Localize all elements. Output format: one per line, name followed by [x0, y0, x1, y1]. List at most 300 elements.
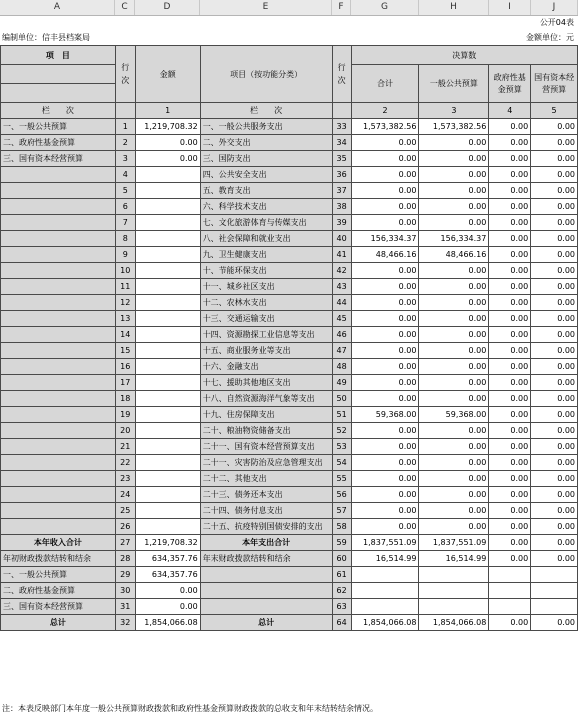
- state-capital-amount[interactable]: 0.00: [531, 503, 578, 519]
- state-capital-amount[interactable]: 0.00: [531, 551, 578, 567]
- state-capital-amount[interactable]: 0.00: [531, 215, 578, 231]
- expense-item[interactable]: 十九、住房保障支出: [200, 407, 332, 423]
- general-amount[interactable]: 0.00: [419, 471, 489, 487]
- income-amount[interactable]: [135, 183, 200, 199]
- general-amount[interactable]: 0.00: [419, 263, 489, 279]
- total-amount[interactable]: 0.00: [351, 215, 419, 231]
- income-item[interactable]: [1, 327, 116, 343]
- expense-row-no[interactable]: 58: [332, 519, 351, 535]
- income-amount[interactable]: [135, 247, 200, 263]
- total-amount[interactable]: 48,466.16: [351, 247, 419, 263]
- income-row-no[interactable]: 32: [115, 615, 135, 631]
- total-amount[interactable]: 1,573,382.56: [351, 119, 419, 135]
- income-row-no[interactable]: 10: [115, 263, 135, 279]
- expense-row-no[interactable]: 49: [332, 375, 351, 391]
- expense-row-no[interactable]: 43: [332, 279, 351, 295]
- expense-item[interactable]: [200, 599, 332, 615]
- column-header-d[interactable]: D: [135, 0, 200, 15]
- expense-item[interactable]: 十七、援助其他地区支出: [200, 375, 332, 391]
- income-amount[interactable]: [135, 359, 200, 375]
- income-item[interactable]: [1, 167, 116, 183]
- expense-item[interactable]: 十二、农林水支出: [200, 295, 332, 311]
- income-amount[interactable]: 1,854,066.08: [135, 615, 200, 631]
- income-amount[interactable]: 1,219,708.32: [135, 535, 200, 551]
- income-item[interactable]: [1, 247, 116, 263]
- income-row-no[interactable]: 19: [115, 407, 135, 423]
- gov-fund-amount[interactable]: 0.00: [489, 439, 531, 455]
- expense-row-no[interactable]: 42: [332, 263, 351, 279]
- total-amount[interactable]: 1,837,551.09: [351, 535, 419, 551]
- expense-row-no[interactable]: 48: [332, 359, 351, 375]
- expense-row-no[interactable]: 63: [332, 599, 351, 615]
- total-amount[interactable]: 0.00: [351, 439, 419, 455]
- general-amount[interactable]: 0.00: [419, 439, 489, 455]
- expense-item[interactable]: 二十二、其他支出: [200, 471, 332, 487]
- expense-row-no[interactable]: 36: [332, 167, 351, 183]
- state-capital-amount[interactable]: 0.00: [531, 487, 578, 503]
- gov-fund-amount[interactable]: 0.00: [489, 199, 531, 215]
- income-amount[interactable]: [135, 327, 200, 343]
- income-item[interactable]: [1, 391, 116, 407]
- general-amount[interactable]: 48,466.16: [419, 247, 489, 263]
- income-row-no[interactable]: 28: [115, 551, 135, 567]
- income-item[interactable]: [1, 183, 116, 199]
- expense-item[interactable]: 二、外交支出: [200, 135, 332, 151]
- expense-row-no[interactable]: 33: [332, 119, 351, 135]
- total-amount[interactable]: 0.00: [351, 135, 419, 151]
- income-item[interactable]: [1, 375, 116, 391]
- gov-fund-amount[interactable]: [489, 583, 531, 599]
- gov-fund-amount[interactable]: 0.00: [489, 167, 531, 183]
- total-amount[interactable]: 0.00: [351, 183, 419, 199]
- expense-row-no[interactable]: 51: [332, 407, 351, 423]
- expense-row-no[interactable]: 47: [332, 343, 351, 359]
- expense-item[interactable]: 总计: [200, 615, 332, 631]
- income-row-no[interactable]: 20: [115, 423, 135, 439]
- income-row-no[interactable]: 9: [115, 247, 135, 263]
- general-amount[interactable]: 0.00: [419, 311, 489, 327]
- income-row-no[interactable]: 2: [115, 135, 135, 151]
- general-amount[interactable]: 0.00: [419, 295, 489, 311]
- expense-item[interactable]: [200, 567, 332, 583]
- gov-fund-amount[interactable]: 0.00: [489, 423, 531, 439]
- expense-row-no[interactable]: 61: [332, 567, 351, 583]
- expense-item[interactable]: 六、科学技术支出: [200, 199, 332, 215]
- general-amount[interactable]: 0.00: [419, 167, 489, 183]
- gov-fund-amount[interactable]: 0.00: [489, 551, 531, 567]
- income-amount[interactable]: [135, 167, 200, 183]
- income-row-no[interactable]: 18: [115, 391, 135, 407]
- income-item[interactable]: [1, 231, 116, 247]
- expense-row-no[interactable]: 35: [332, 151, 351, 167]
- expense-item[interactable]: 十八、自然资源海洋气象等支出: [200, 391, 332, 407]
- income-item[interactable]: [1, 263, 116, 279]
- state-capital-amount[interactable]: 0.00: [531, 327, 578, 343]
- total-amount[interactable]: 0.00: [351, 423, 419, 439]
- table-row: [1, 215, 578, 231]
- expense-row-no[interactable]: 62: [332, 583, 351, 599]
- income-item[interactable]: [1, 471, 116, 487]
- income-row-no[interactable]: 22: [115, 455, 135, 471]
- state-capital-amount[interactable]: [531, 599, 578, 615]
- expense-row-no[interactable]: 56: [332, 487, 351, 503]
- general-amount[interactable]: 0.00: [419, 279, 489, 295]
- total-amount[interactable]: 0.00: [351, 503, 419, 519]
- income-row-no[interactable]: 24: [115, 487, 135, 503]
- gov-fund-amount[interactable]: 0.00: [489, 471, 531, 487]
- income-amount[interactable]: [135, 375, 200, 391]
- general-amount[interactable]: 1,837,551.09: [419, 535, 489, 551]
- gov-fund-amount[interactable]: 0.00: [489, 151, 531, 167]
- general-amount[interactable]: 1,573,382.56: [419, 119, 489, 135]
- income-amount[interactable]: 1,219,708.32: [135, 119, 200, 135]
- general-amount[interactable]: [419, 567, 489, 583]
- state-capital-amount[interactable]: 0.00: [531, 407, 578, 423]
- income-amount[interactable]: [135, 263, 200, 279]
- gov-fund-amount[interactable]: 0.00: [489, 343, 531, 359]
- general-amount[interactable]: 0.00: [419, 199, 489, 215]
- table-row: [1, 551, 578, 567]
- general-amount[interactable]: 0.00: [419, 503, 489, 519]
- total-amount[interactable]: 0.00: [351, 487, 419, 503]
- state-capital-amount[interactable]: 0.00: [531, 343, 578, 359]
- income-row-no[interactable]: 31: [115, 599, 135, 615]
- income-item[interactable]: [1, 519, 116, 535]
- income-item[interactable]: [1, 503, 116, 519]
- gov-fund-amount[interactable]: 0.00: [489, 295, 531, 311]
- state-capital-amount[interactable]: 0.00: [531, 199, 578, 215]
- general-amount[interactable]: 59,368.00: [419, 407, 489, 423]
- expense-row-no[interactable]: 39: [332, 215, 351, 231]
- income-row-no[interactable]: 12: [115, 295, 135, 311]
- state-capital-amount[interactable]: 0.00: [531, 311, 578, 327]
- state-capital-amount[interactable]: 0.00: [531, 391, 578, 407]
- total-amount[interactable]: 0.00: [351, 519, 419, 535]
- column-header-a[interactable]: A: [0, 0, 115, 15]
- expense-row-no[interactable]: 34: [332, 135, 351, 151]
- state-capital-amount[interactable]: 0.00: [531, 279, 578, 295]
- income-item[interactable]: [1, 407, 116, 423]
- state-capital-amount[interactable]: [531, 567, 578, 583]
- general-amount[interactable]: [419, 583, 489, 599]
- state-capital-amount[interactable]: 0.00: [531, 359, 578, 375]
- income-item[interactable]: [1, 423, 116, 439]
- general-amount[interactable]: 0.00: [419, 151, 489, 167]
- general-amount[interactable]: 0.00: [419, 135, 489, 151]
- total-amount[interactable]: 16,514.99: [351, 551, 419, 567]
- gov-fund-amount[interactable]: 0.00: [489, 487, 531, 503]
- income-amount[interactable]: [135, 503, 200, 519]
- expense-item[interactable]: 年末财政拨款结转和结余: [200, 551, 332, 567]
- state-capital-amount[interactable]: 0.00: [531, 263, 578, 279]
- income-row-no[interactable]: 3: [115, 151, 135, 167]
- expense-item[interactable]: 五、教育支出: [200, 183, 332, 199]
- gov-fund-amount[interactable]: [489, 567, 531, 583]
- column-header-c[interactable]: C: [115, 0, 135, 15]
- total-amount[interactable]: 59,368.00: [351, 407, 419, 423]
- income-amount[interactable]: 0.00: [135, 151, 200, 167]
- expense-row-no[interactable]: 64: [332, 615, 351, 631]
- expense-row-no[interactable]: 41: [332, 247, 351, 263]
- general-amount[interactable]: 0.00: [419, 359, 489, 375]
- income-row-no[interactable]: 15: [115, 343, 135, 359]
- income-amount[interactable]: [135, 199, 200, 215]
- state-capital-amount[interactable]: 0.00: [531, 135, 578, 151]
- income-item[interactable]: [1, 279, 116, 295]
- income-row-no[interactable]: 21: [115, 439, 135, 455]
- column-header-g[interactable]: G: [351, 0, 419, 15]
- income-amount[interactable]: [135, 455, 200, 471]
- income-row-no[interactable]: 25: [115, 503, 135, 519]
- income-row-no[interactable]: 5: [115, 183, 135, 199]
- expense-item[interactable]: 本年支出合计: [200, 535, 332, 551]
- expense-row-no[interactable]: 54: [332, 455, 351, 471]
- gov-fund-amount[interactable]: 0.00: [489, 247, 531, 263]
- gov-fund-amount[interactable]: 0.00: [489, 279, 531, 295]
- expense-item[interactable]: 四、公共安全支出: [200, 167, 332, 183]
- total-amount[interactable]: 0.00: [351, 295, 419, 311]
- expense-row-no[interactable]: 44: [332, 295, 351, 311]
- total-amount[interactable]: [351, 583, 419, 599]
- income-amount[interactable]: 0.00: [135, 135, 200, 151]
- state-capital-amount[interactable]: 0.00: [531, 295, 578, 311]
- total-amount[interactable]: 0.00: [351, 151, 419, 167]
- expense-item[interactable]: 二十一、国有资本经营预算支出: [200, 439, 332, 455]
- expense-item[interactable]: 八、社会保障和就业支出: [200, 231, 332, 247]
- gov-fund-amount[interactable]: 0.00: [489, 327, 531, 343]
- income-item[interactable]: 三、国有资本经营预算: [1, 151, 116, 167]
- income-row-no[interactable]: 17: [115, 375, 135, 391]
- total-amount[interactable]: 0.00: [351, 327, 419, 343]
- total-amount[interactable]: [351, 599, 419, 615]
- income-amount[interactable]: 0.00: [135, 599, 200, 615]
- state-capital-amount[interactable]: 0.00: [531, 119, 578, 135]
- general-amount[interactable]: 16,514.99: [419, 551, 489, 567]
- income-row-no[interactable]: 11: [115, 279, 135, 295]
- column-header-h[interactable]: H: [419, 0, 489, 15]
- income-item[interactable]: [1, 311, 116, 327]
- expense-row-no[interactable]: 40: [332, 231, 351, 247]
- expense-row-no[interactable]: 50: [332, 391, 351, 407]
- income-amount[interactable]: [135, 391, 200, 407]
- gov-fund-amount[interactable]: 0.00: [489, 119, 531, 135]
- expense-item[interactable]: 二十一、灾害防治及应急管理支出: [200, 455, 332, 471]
- gov-fund-amount[interactable]: 0.00: [489, 455, 531, 471]
- income-amount[interactable]: [135, 231, 200, 247]
- expense-item[interactable]: 三、国防支出: [200, 151, 332, 167]
- column-header-j[interactable]: J: [531, 0, 578, 15]
- expense-row-no[interactable]: 46: [332, 327, 351, 343]
- expense-row-no[interactable]: 53: [332, 439, 351, 455]
- income-item[interactable]: 本年收入合计: [1, 535, 116, 551]
- income-item[interactable]: [1, 439, 116, 455]
- income-item[interactable]: 一、一般公共预算: [1, 119, 116, 135]
- state-capital-amount[interactable]: 0.00: [531, 439, 578, 455]
- expense-row-no[interactable]: 55: [332, 471, 351, 487]
- income-row-no[interactable]: 14: [115, 327, 135, 343]
- total-amount[interactable]: 156,334.37: [351, 231, 419, 247]
- gov-fund-amount[interactable]: [489, 599, 531, 615]
- gov-fund-amount[interactable]: 0.00: [489, 391, 531, 407]
- general-amount[interactable]: 1,854,066.08: [419, 615, 489, 631]
- total-amount[interactable]: 0.00: [351, 471, 419, 487]
- total-amount[interactable]: 0.00: [351, 359, 419, 375]
- expense-item[interactable]: 一、一般公共服务支出: [200, 119, 332, 135]
- state-capital-amount[interactable]: 0.00: [531, 247, 578, 263]
- income-item[interactable]: [1, 487, 116, 503]
- expense-item[interactable]: 二十、粮油物资储备支出: [200, 423, 332, 439]
- state-capital-amount[interactable]: 0.00: [531, 183, 578, 199]
- income-item[interactable]: 二、政府性基金预算: [1, 583, 116, 599]
- income-item[interactable]: [1, 359, 116, 375]
- income-row-no[interactable]: 8: [115, 231, 135, 247]
- general-amount[interactable]: 0.00: [419, 375, 489, 391]
- general-amount[interactable]: 0.00: [419, 423, 489, 439]
- state-capital-amount[interactable]: [531, 583, 578, 599]
- state-capital-amount[interactable]: 0.00: [531, 151, 578, 167]
- total-amount[interactable]: 0.00: [351, 279, 419, 295]
- income-amount[interactable]: [135, 471, 200, 487]
- total-amount[interactable]: 0.00: [351, 263, 419, 279]
- total-amount[interactable]: 0.00: [351, 311, 419, 327]
- gov-fund-amount[interactable]: 0.00: [489, 311, 531, 327]
- gov-fund-amount[interactable]: 0.00: [489, 535, 531, 551]
- income-row-no[interactable]: 4: [115, 167, 135, 183]
- expense-item[interactable]: 二十五、抗疫特别国债安排的支出: [200, 519, 332, 535]
- state-capital-amount[interactable]: 0.00: [531, 519, 578, 535]
- expense-item[interactable]: 十六、金融支出: [200, 359, 332, 375]
- expense-row-no[interactable]: 45: [332, 311, 351, 327]
- state-capital-amount[interactable]: 0.00: [531, 535, 578, 551]
- income-row-no[interactable]: 30: [115, 583, 135, 599]
- general-amount[interactable]: 0.00: [419, 391, 489, 407]
- general-amount[interactable]: 0.00: [419, 455, 489, 471]
- total-amount[interactable]: 0.00: [351, 455, 419, 471]
- income-item[interactable]: [1, 295, 116, 311]
- expense-row-no[interactable]: 57: [332, 503, 351, 519]
- total-amount[interactable]: 0.00: [351, 343, 419, 359]
- total-amount[interactable]: 1,854,066.08: [351, 615, 419, 631]
- expense-item[interactable]: 十三、交通运输支出: [200, 311, 332, 327]
- expense-item[interactable]: [200, 583, 332, 599]
- state-capital-amount[interactable]: 0.00: [531, 471, 578, 487]
- income-amount[interactable]: [135, 215, 200, 231]
- column-header-e[interactable]: E: [200, 0, 332, 15]
- gov-fund-amount[interactable]: 0.00: [489, 263, 531, 279]
- column-header-i[interactable]: I: [489, 0, 531, 15]
- state-capital-amount[interactable]: 0.00: [531, 455, 578, 471]
- total-amount[interactable]: 0.00: [351, 167, 419, 183]
- income-amount[interactable]: [135, 343, 200, 359]
- gov-fund-amount[interactable]: 0.00: [489, 615, 531, 631]
- income-row-no[interactable]: 6: [115, 199, 135, 215]
- expense-item[interactable]: 十、节能环保支出: [200, 263, 332, 279]
- state-capital-amount[interactable]: 0.00: [531, 423, 578, 439]
- gov-fund-amount[interactable]: 0.00: [489, 359, 531, 375]
- expense-item[interactable]: 十一、城乡社区支出: [200, 279, 332, 295]
- general-amount[interactable]: 0.00: [419, 519, 489, 535]
- gov-fund-amount[interactable]: 0.00: [489, 135, 531, 151]
- income-amount[interactable]: 0.00: [135, 583, 200, 599]
- expense-row-no[interactable]: 37: [332, 183, 351, 199]
- gov-fund-amount[interactable]: 0.00: [489, 375, 531, 391]
- gov-fund-amount[interactable]: 0.00: [489, 519, 531, 535]
- state-capital-amount[interactable]: 0.00: [531, 375, 578, 391]
- income-amount[interactable]: [135, 439, 200, 455]
- income-amount[interactable]: [135, 519, 200, 535]
- income-item[interactable]: 年初财政拨款结转和结余: [1, 551, 116, 567]
- general-amount[interactable]: 0.00: [419, 215, 489, 231]
- income-row-no[interactable]: 1: [115, 119, 135, 135]
- income-amount[interactable]: [135, 487, 200, 503]
- state-capital-amount[interactable]: 0.00: [531, 167, 578, 183]
- gov-fund-amount[interactable]: 0.00: [489, 183, 531, 199]
- total-amount[interactable]: [351, 567, 419, 583]
- income-amount[interactable]: 634,357.76: [135, 567, 200, 583]
- total-amount[interactable]: 0.00: [351, 375, 419, 391]
- state-capital-amount[interactable]: 0.00: [531, 615, 578, 631]
- state-capital-amount[interactable]: 0.00: [531, 231, 578, 247]
- income-item[interactable]: 总计: [1, 615, 116, 631]
- income-amount[interactable]: 634,357.76: [135, 551, 200, 567]
- gov-fund-amount[interactable]: 0.00: [489, 231, 531, 247]
- expense-row-no[interactable]: 60: [332, 551, 351, 567]
- income-item[interactable]: [1, 199, 116, 215]
- income-item[interactable]: 一、一般公共预算: [1, 567, 116, 583]
- table-row: [1, 183, 578, 199]
- income-row-no[interactable]: 13: [115, 311, 135, 327]
- income-amount[interactable]: [135, 311, 200, 327]
- general-amount[interactable]: 0.00: [419, 183, 489, 199]
- general-amount[interactable]: 0.00: [419, 327, 489, 343]
- expense-row-no[interactable]: 59: [332, 535, 351, 551]
- general-amount[interactable]: 0.00: [419, 487, 489, 503]
- income-row-no[interactable]: 29: [115, 567, 135, 583]
- income-item[interactable]: 三、国有资本经营预算: [1, 599, 116, 615]
- general-amount[interactable]: 0.00: [419, 343, 489, 359]
- income-item[interactable]: [1, 215, 116, 231]
- gov-fund-amount[interactable]: 0.00: [489, 215, 531, 231]
- expense-row-no[interactable]: 52: [332, 423, 351, 439]
- income-row-no[interactable]: 27: [115, 535, 135, 551]
- column-header-f[interactable]: F: [332, 0, 351, 15]
- expense-item[interactable]: 七、文化旅游体育与传媒支出: [200, 215, 332, 231]
- income-row-no[interactable]: 23: [115, 471, 135, 487]
- income-row-no[interactable]: 7: [115, 215, 135, 231]
- income-amount[interactable]: [135, 279, 200, 295]
- general-amount[interactable]: [419, 599, 489, 615]
- gov-fund-amount[interactable]: 0.00: [489, 407, 531, 423]
- income-item[interactable]: [1, 343, 116, 359]
- income-item[interactable]: [1, 455, 116, 471]
- expense-item[interactable]: 二十三、债务还本支出: [200, 487, 332, 503]
- income-amount[interactable]: [135, 295, 200, 311]
- income-row-no[interactable]: 16: [115, 359, 135, 375]
- general-amount[interactable]: 156,334.37: [419, 231, 489, 247]
- expense-item[interactable]: 十四、资源勘探工业信息等支出: [200, 327, 332, 343]
- income-row-no[interactable]: 26: [115, 519, 135, 535]
- income-amount[interactable]: [135, 423, 200, 439]
- income-item[interactable]: 二、政府性基金预算: [1, 135, 116, 151]
- expense-row-no[interactable]: 38: [332, 199, 351, 215]
- gov-fund-amount[interactable]: 0.00: [489, 503, 531, 519]
- expense-item[interactable]: 二十四、债务付息支出: [200, 503, 332, 519]
- total-amount[interactable]: 0.00: [351, 391, 419, 407]
- expense-item[interactable]: 九、卫生健康支出: [200, 247, 332, 263]
- total-amount[interactable]: 0.00: [351, 199, 419, 215]
- income-amount[interactable]: [135, 407, 200, 423]
- expense-item[interactable]: 十五、商业服务业等支出: [200, 343, 332, 359]
